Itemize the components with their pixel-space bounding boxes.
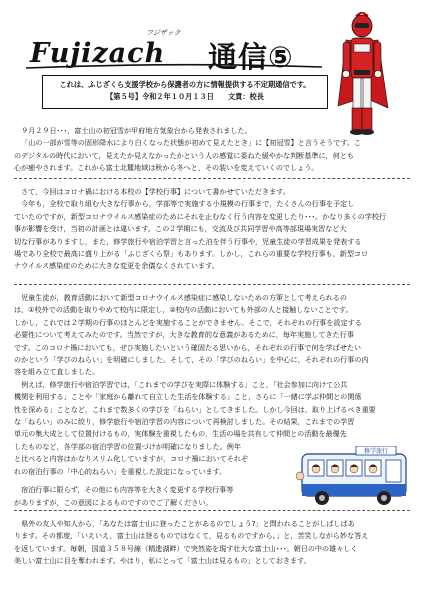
notice-issue-line xyxy=(43,91,327,103)
text-line: ていたのですが，新型コロナウイルス感染症のためにそれを止むなく行う内容を変更したり･･･。かなり多くの学校行 xyxy=(14,211,386,221)
text-line: 必要性について考えてみたのです。当然ですが，大きな教育的な意義があるために，毎年実施してきた行事 xyxy=(14,330,354,340)
text-line: しかし，これでは２学期の行事のほとんどを実施することができません。そこで，それぞれの行事を設定する xyxy=(14,317,362,327)
logo-title: Fujizach xyxy=(30,38,166,69)
text-line: 単元の集大成として位置付けるもの，実体験を重視したもの，生活の場を共有して仲間との活動を最優先 xyxy=(14,429,347,439)
section-divider xyxy=(14,284,410,285)
text-line: 県外の友人や知人から，「あなたは富士山に登ったことがあるのでしょう?」と問われることがしばしばあ xyxy=(21,519,355,528)
text-line: 例えば，修学旅行や宿泊学習では，「これまでの学びを実際に体験する」こと，「社会参加に向けて公共 xyxy=(21,379,348,389)
notice-text: これは、ふじざくら支援学校から保護者の方に情報提供する不定期通信です。 xyxy=(59,80,311,89)
notice-issue: 【第５号】令和２年１０月１３日 xyxy=(106,92,214,101)
logo-swoosh-icon xyxy=(24,62,324,72)
text-line: です。このコロナ禍においても，ぜひ実施したいという確固たる思いから，それぞれの行事で何を学ばせたい xyxy=(14,342,362,352)
text-line: ９月２９日･･･，富士山の初冠雪が甲府地方気象台から発表されました。 xyxy=(21,126,252,135)
mount-fuji-paragraph xyxy=(14,518,416,568)
text-line: 「山の一部が雪等の固形降水により白くなった状態が初めて見えたとき」に【初冠雪】と言うそうです。こ xyxy=(21,138,362,148)
text-line: 性を深める」ことなど，これまで数多くの学びを「ねらい」としてきました。しかし今回は，取り上げるべき重要 xyxy=(14,404,376,414)
bus-sign-text: 修学旅行 xyxy=(363,448,389,455)
text-line: したものなど，各学部の宿泊学習の位置づけが明確になりました。例年 xyxy=(14,441,241,451)
text-line: 切な行事がありますし，また，修学旅行や宿泊学習と言った泊を伴う行事や，児童生徒の学習成果を発表する xyxy=(14,236,362,246)
text-line: のデジタルの時代において，見えたか見えなかったかという人の感覚に委ねた緩やかな判断基準に，何とも xyxy=(14,150,354,160)
text-line: 宿泊行事に限らず，その他にも内容等を大きく変更する学校行事等 xyxy=(21,485,234,495)
text-line: 児童生徒が，教育活動において新型コロナウイルス感染症に感染しないための方策として考えられるの xyxy=(21,293,347,302)
text-line: 美しい富士山に目を奪われます。やはり，私にとって「富士山は見るもの」としておきます。 xyxy=(14,556,311,566)
text-line: 今年も，全校で取り組む大きな行事から，学部等で実施する小規模の行事まで，たくさんの行事を予定し xyxy=(21,199,355,209)
logo-title-japanese: 通信⑤ xyxy=(208,40,294,74)
masked-hero-mascot-icon xyxy=(332,12,392,138)
text-line: さて，今回はコロナ禍における本校の【学校行事】について書かせていただきます。 xyxy=(21,187,290,196)
school-bus-illustration-icon xyxy=(296,446,412,512)
section-divider xyxy=(14,510,410,511)
notice-box xyxy=(42,75,328,109)
text-line: 容を組み立て直しました。 xyxy=(14,367,100,377)
section-divider xyxy=(14,178,410,179)
events-paragraph xyxy=(14,186,416,273)
text-line: 事が影響を受け，当初の計画とは違います。この２学期にも，交流及び共同学習や高等部現場実習など大 xyxy=(14,224,347,234)
text-line: 心が癒やされます。これから富士北麓地域は秋から冬へと，その装いを変えていくのでしょう。 xyxy=(14,163,319,173)
text-line: れの宿泊行事の「中心的ねらい」を重視した設定になっています。 xyxy=(14,466,227,476)
text-line: 場であり全校で最高に盛り上がる「ふじざくら祭」もあります。しかし，これらの重要な学校行事も，新型コロ xyxy=(14,249,369,259)
text-line: がありますが，この意図によるものですのでご了解ください。 xyxy=(14,497,213,507)
notice-author: 文責：校長 xyxy=(227,92,264,101)
text-line: な「ねらい」のみに絞り，修学旅行や宿泊学習の内容について再検討しました。その結果，これまでの学習 xyxy=(14,417,355,427)
text-line: は，①校外での活動を取りやめて校内に限定し，②校内の活動においても外部の人と接触しないことです。 xyxy=(14,305,353,315)
text-line: を返しています。毎朝，国道３５８号線（精進湖畔）で突然姿を現す壮大な富士山･･･。朝日の中の雄々しく xyxy=(14,543,358,553)
logo-ruby: フジザック xyxy=(146,29,181,37)
text-line: と比べると内容はかなりスリム化していますが，コロナ禍においてそれぞ xyxy=(14,454,249,464)
text-line: 機関を利用する」ことや「家庭から離れて自立した生活を体験する」こと，さらに「一緒に学ぶ仲間との関係 xyxy=(14,392,362,402)
intro-paragraph xyxy=(14,125,416,175)
text-line: ナウイルス感染症のために大きな変更を余儀なくされています。 xyxy=(14,261,219,271)
text-line: ります。その都度，「いえいえ，富士山は登るものではなくて，見るものですから。」と，苦笑しながら妙な答え xyxy=(14,531,369,541)
text-line: のかという「学びのねらい」を明確にしました。そして，その「学びのねらい」を中心に，それぞれの行事の内 xyxy=(14,355,369,365)
